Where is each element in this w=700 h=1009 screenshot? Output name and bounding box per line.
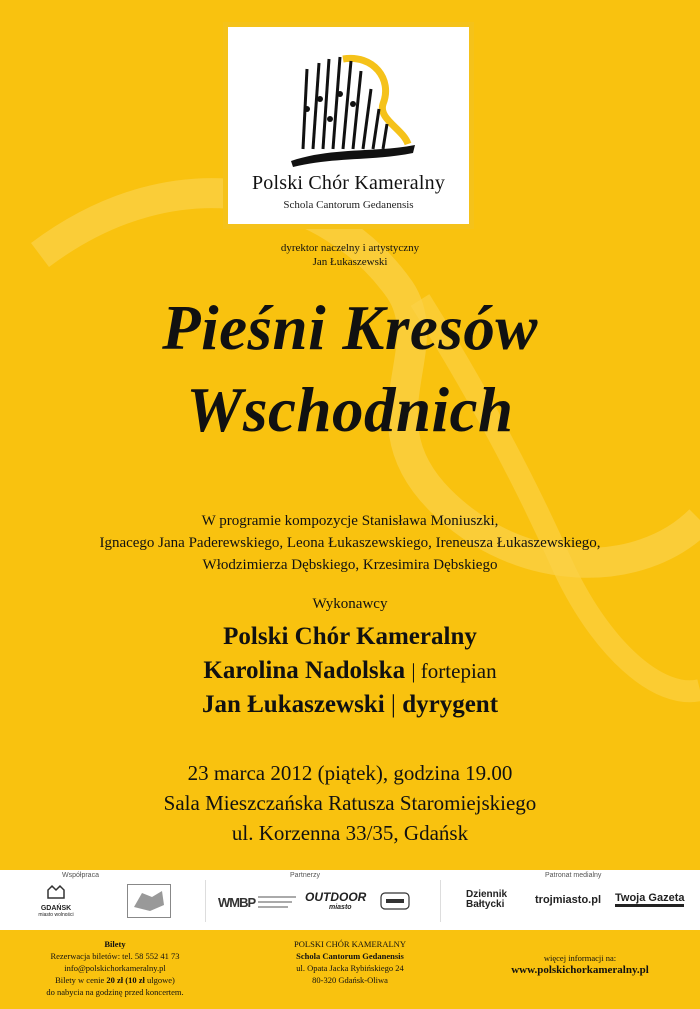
logo-subtitle: Schola Cantorum Gedanensis [283, 199, 414, 211]
twoja-gazeta-logo: Twoja Gazeta [615, 892, 684, 907]
performer-pianist [0, 654, 700, 688]
choir-logo-icon [283, 49, 423, 184]
director-block [0, 241, 700, 269]
performers-list [0, 620, 700, 722]
event-details [0, 758, 700, 848]
logo-title: Polski Chór Kameralny [251, 172, 446, 194]
program-line-1: W programie kompozycje Stanisława Moniuszki, [201, 513, 499, 529]
title-line-1: Pieśni Kresów [162, 293, 538, 363]
price-value: 20 zł (10 zł [106, 975, 145, 985]
logo [228, 27, 469, 224]
organizer-info [255, 938, 445, 986]
footer [0, 930, 700, 1009]
performers-label: Wykonawcy [312, 596, 388, 612]
gdansk-logo [36, 884, 76, 918]
director-role: dyrektor naczelny i artystyczny [280, 242, 420, 254]
gdansk-subtext: miasto wolności [38, 912, 74, 918]
event-date: 23 marca 2012 (piątek), godzina 19.00 [187, 761, 513, 785]
conductor-name: Jan Łukaszewski [201, 691, 385, 718]
tickets-info [30, 938, 200, 998]
tickets-availability: do nabycia na godzinę przed koncertem. [46, 987, 184, 997]
performer-choir: Polski Chór Kameralny [223, 623, 477, 650]
conductor-role: dyrygent [402, 691, 499, 718]
ztm-icon [380, 892, 410, 910]
outdoor-logo [305, 890, 366, 911]
price-suffix: ulgowe) [144, 975, 175, 985]
gdansk-text: GDAŃSK [40, 905, 72, 912]
sponsors-strip [0, 870, 700, 930]
library-logo-icon [218, 892, 298, 912]
org-name: POLSKI CHÓR KAMERALNY [294, 939, 406, 949]
partners-label: Partnerzy [290, 872, 320, 879]
website-link[interactable]: www.polskichorkameralny.pl [511, 964, 649, 976]
trojmiasto-logo: trojmiasto.pl [535, 894, 602, 906]
library-logo [218, 892, 298, 915]
outdoor-text: OUTDOOR [305, 890, 367, 904]
divider [440, 880, 441, 922]
title-line-2: Wschodnich [186, 375, 514, 445]
cooperation-label: Współpraca [62, 872, 99, 879]
tickets-title: Bilety [104, 939, 126, 949]
org-street: ul. Opata Jacka Rybińskiego 24 [296, 963, 404, 973]
media-label: Patronat medialny [545, 872, 602, 879]
tickets-price [30, 974, 200, 986]
program-line-2: Ignacego Jana Paderewskiego, Leona Łukaszewskiego, Ireneusza Łukaszewskiego, [99, 535, 601, 551]
event-address: ul. Korzenna 33/35, Gdańsk [231, 821, 469, 845]
pianist-role: fortepian [420, 659, 497, 683]
logo-box [223, 22, 474, 229]
price-prefix: Bilety w cenie [55, 975, 107, 985]
program-description [0, 510, 700, 576]
divider [205, 880, 206, 922]
dziennik-logo: Dziennik Bałtycki [466, 889, 508, 910]
tickets-phone: Rezerwacja biletów: tel. 58 552 41 73 [50, 951, 180, 961]
outdoor-subtext: miasto [329, 904, 352, 911]
tickets-email[interactable]: info@polskichorkameralny.pl [64, 963, 166, 973]
org-city: 80-320 Gdańsk-Oliwa [312, 975, 388, 985]
svg-text:WMBP: WMBP [218, 895, 256, 910]
ztm-logo [380, 892, 410, 915]
concert-title [0, 287, 700, 451]
program-line-3: Włodzimierza Dębskiego, Krzesimira Dębskiego [202, 557, 498, 573]
performer-conductor [0, 688, 700, 722]
director-name: Jan Łukaszewski [312, 256, 388, 268]
org-subtitle: Schola Cantorum Gedanensis [296, 951, 404, 961]
gdansk-crest-icon [46, 884, 66, 900]
website-info [485, 938, 675, 976]
more-info-label: więcej informacji na: [543, 953, 617, 963]
marshal-office-logo [127, 884, 171, 918]
event-venue: Sala Mieszczańska Ratusza Staromiejskiego [163, 791, 537, 815]
map-icon [128, 885, 170, 917]
separator: | [390, 691, 403, 718]
separator: | [411, 659, 421, 683]
pianist-name: Karolina Nadolska [203, 657, 406, 684]
